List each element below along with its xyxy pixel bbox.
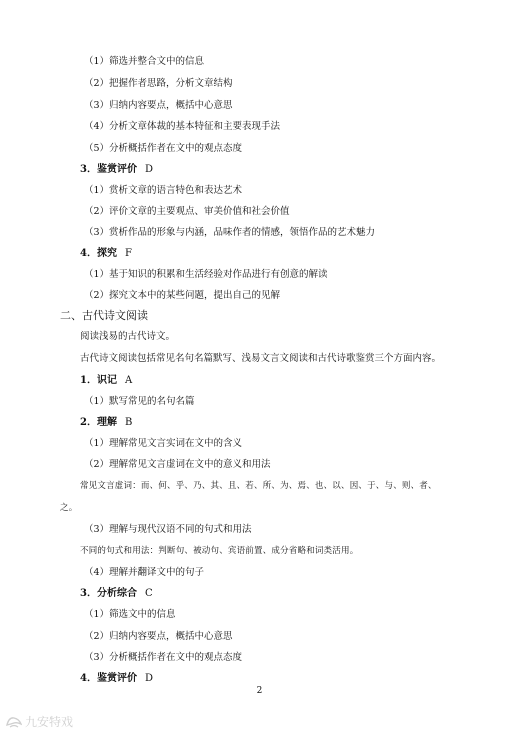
item-line: （2）理解常见文言虚词在文中的意义和用法	[84, 459, 271, 470]
subsection-heading	[80, 374, 132, 387]
item-line: （1）筛选并整合文中的信息	[84, 56, 205, 67]
item-line: （1）筛选文中的信息	[84, 609, 176, 620]
item-line: （2）把握作者思路，分析文章结构	[84, 78, 233, 89]
level-grade: A	[124, 375, 133, 386]
note-line: 不同的句式和用法：判断句、被动句、宾语前置、成分省略和词类活用。	[80, 546, 359, 556]
item-line: （3）分析概括作者在文中的观点态度	[84, 652, 243, 663]
item-line: （1）赏析文章的语言特色和表达艺术	[84, 185, 243, 196]
heading-label: 4．鉴赏评价	[80, 673, 137, 684]
subsection-heading	[80, 163, 153, 176]
item-line: （1）默写常见的名句名篇	[84, 396, 195, 407]
item-line: （5）分析概括作者在文中的观点态度	[84, 143, 243, 154]
item-line: （4）理解并翻译文中的句子	[84, 567, 205, 578]
item-line: （3）赏析作品的形象与内涵，品味作者的情感，领悟作品的艺术魅力	[84, 227, 376, 238]
note-line: 常见文言虚词：而、何、乎、乃、其、且、若、所、为、焉、也、以、因、于、与、则、者、	[80, 481, 437, 491]
paragraph: 古代诗文阅读包括常见名句名篇默写、浅易文言文阅读和古代诗歌鉴赏三个方面内容。	[80, 353, 442, 364]
level-grade: D	[144, 164, 153, 175]
subsection-heading	[80, 672, 153, 685]
item-line: （2）评价文章的主要观点、审美价值和社会价值	[84, 206, 290, 217]
level-grade: B	[124, 417, 133, 428]
item-line: （4）分析文章体裁的基本特征和主要表现手法	[84, 121, 281, 132]
heading-label: 1．识记	[80, 375, 117, 386]
item-line: （3）理解与现代汉语不同的句式和用法	[84, 524, 252, 535]
level-grade: D	[144, 673, 153, 684]
section-heading: 二、古代诗文阅读	[60, 309, 148, 322]
item-line: （2）探究文本中的某些问题，提出自己的见解	[84, 290, 281, 301]
watermark	[6, 713, 73, 730]
heading-label: 3．分析综合	[80, 588, 137, 599]
page-number: 2	[256, 686, 263, 696]
heading-label: 4．探究	[80, 248, 117, 259]
level-grade: C	[144, 588, 153, 599]
subsection-heading	[80, 587, 153, 600]
watermark-text: 九安特戏	[25, 715, 74, 729]
watermark-logo-icon	[6, 715, 22, 729]
heading-label: 2．理解	[80, 417, 117, 428]
item-line: （3）归纳内容要点，概括中心意思	[84, 100, 233, 111]
paragraph: 阅读浅易的古代诗文。	[80, 331, 176, 342]
item-line: （2）归纳内容要点，概括中心意思	[84, 631, 233, 642]
heading-label: 3．鉴赏评价	[80, 164, 137, 175]
level-grade: F	[124, 248, 132, 259]
subsection-heading	[80, 247, 132, 260]
subsection-heading	[80, 416, 132, 429]
note-line: 之。	[60, 503, 78, 513]
item-line: （1）基于知识的积累和生活经验对作品进行有创意的解读	[84, 269, 328, 280]
item-line: （1）理解常见文言实词在文中的含义	[84, 438, 243, 449]
